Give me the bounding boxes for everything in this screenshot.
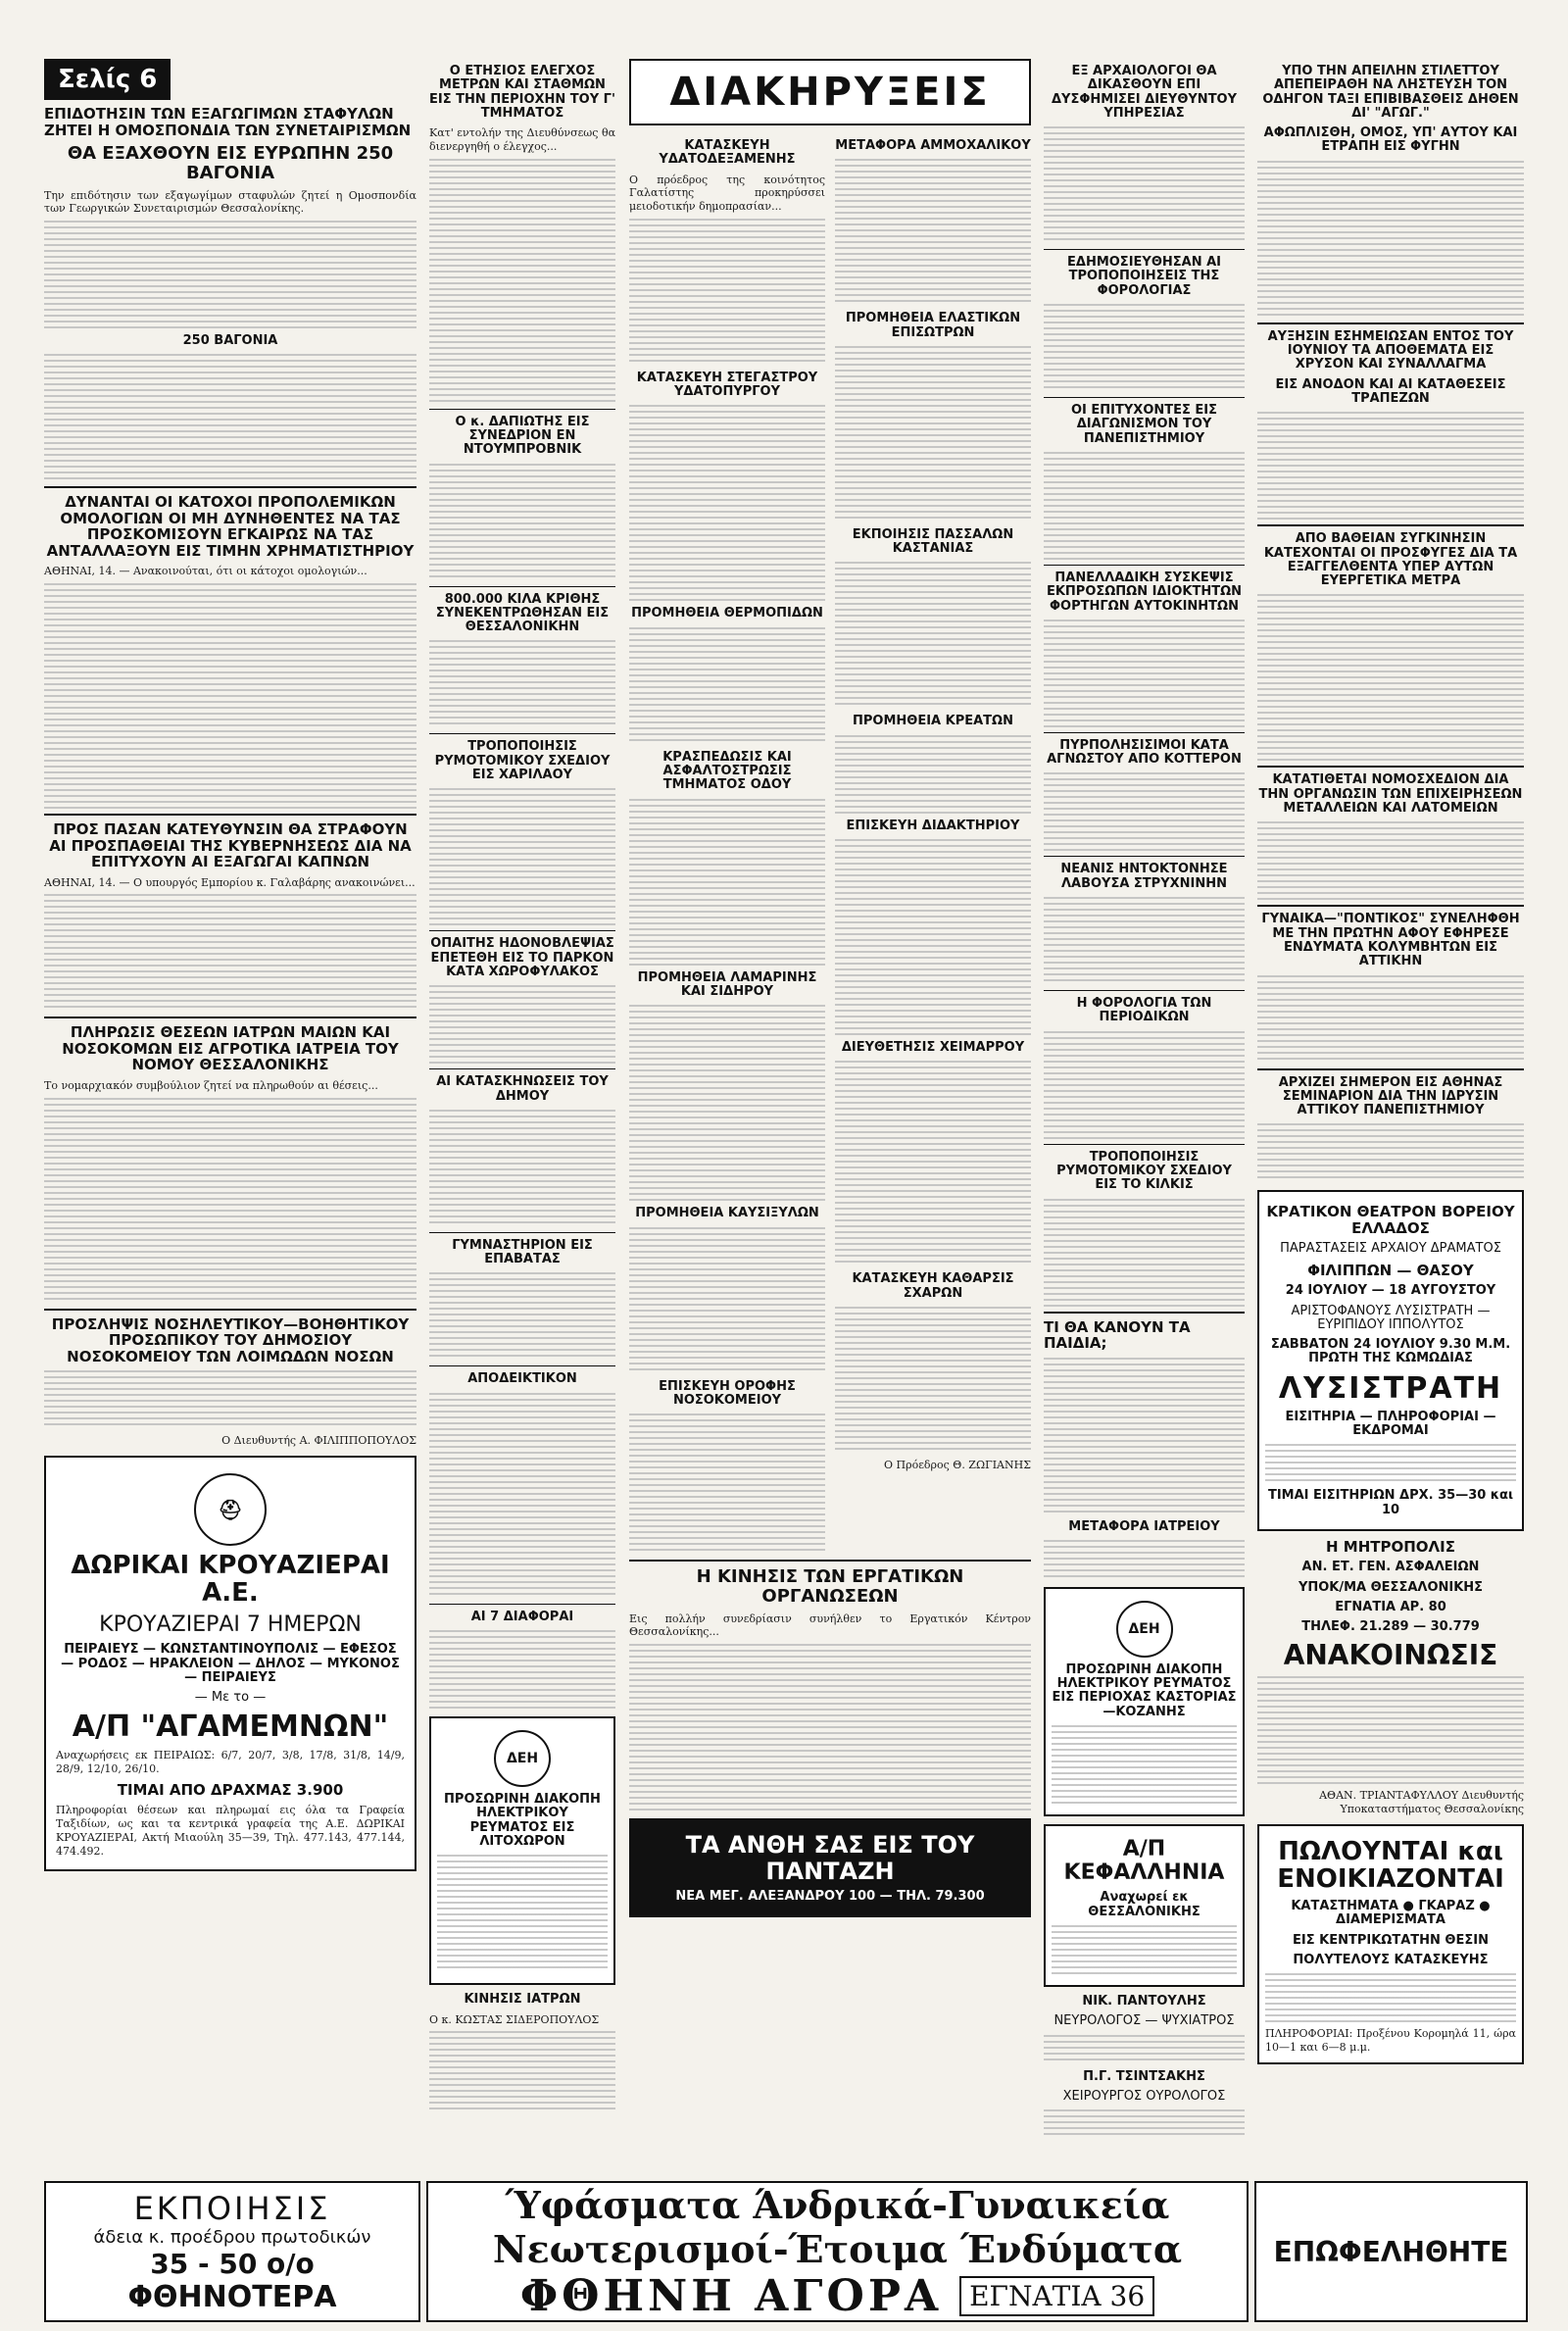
ad-plays: ΑΡΙΣΤΟΦΑΝΟΥΣ ΛΥΣΙΣΤΡΑΤΗ — ΕΥΡΙΠΙΔΟΥ ΙΠΠΟΛΥΤΟΣ (1291, 1303, 1491, 1332)
text-block (429, 1110, 615, 1227)
headline: ΕΞ ΑΡΧΑΙΟΛΟΓΟΙ ΘΑ ΔΙΚΑΣΘΟΥΝ ΕΠΙ ΔΥΣΦΗΜΙΣΕΙ ΔΙΕΥΘΥΝΤΟΥ ΥΠΗΡΕΣΙΑΣ (1051, 64, 1238, 121)
ad-bottom-benefit (1254, 2181, 1528, 2322)
headline: Η ΚΙΝΗΣΙΣ ΤΩΝ ΕΡΓΑΤΙΚΩΝ ΟΡΓΑΝΩΣΕΩΝ (696, 1566, 964, 1607)
notice-heading: ΠΡΟΜΗΘΕΙΑ ΕΛΑΣΤΙΚΩΝ ΕΠΙΣΩΤΡΩΝ (845, 311, 1021, 340)
text-block (1052, 1725, 1237, 1804)
headline: ΠΡΟΣ ΠΑΣΑΝ ΚΑΤΕΥΘΥΝΣΙΝ ΘΑ ΣΤΡΑΦΟΥΝ ΑΙ ΠΡΟΣΠΑΘΕΙΑΙ ΤΗΣ ΚΥΒΕΡΝΗΣΕΩΣ ΔΙΑ ΝΑ ΕΠΙΤΥΧΟΥΝ ΑΙ ΕΞΑΓΩΓΑΙ ΚΑΠΝΩΝ (49, 820, 412, 871)
ad-address: ΕΓΝΑΤΙΑ 36 (959, 2276, 1154, 2316)
notice-heading: ΠΡΟΜΗΘΕΙΑ ΚΑΥΣΙΞΥΛΩΝ (635, 1206, 819, 1221)
headline: ΝΕΑΝΙΣ ΗΝΤΟΚΤΟΝΗΣΕ ΛΑΒΟΥΣΑ ΣΤΡΥΧΝΙΝΗΝ (1060, 862, 1228, 891)
ad-cheaper: ΦΘΗΝΟΤΕΡΑ (127, 2279, 337, 2314)
notice-heading: ΚΑΤΑΣΚΕΥΗ ΣΤΕΓΑΣΤΡΟΥ ΥΔΑΤΟΠΥΡΓΟΥ (636, 370, 818, 400)
headline: ΕΔΗΜΟΣΙΕΥΘΗΣΑΝ ΑΙ ΤΡΟΠΟΠΟΙΗΣΕΙΣ ΤΗΣ ΦΟΡΟΛΟΓΙΑΣ (1067, 255, 1221, 298)
headline: ΓΥΜΝΑΣΤΗΡΙΟΝ ΕΙΣ ΕΠΑΒΑΤΑΣ (452, 1237, 593, 1267)
column-1 (44, 59, 416, 1879)
text-block (1044, 1031, 1245, 1139)
ad-deh-kastoria (1044, 1587, 1245, 1816)
text-block (1044, 126, 1245, 244)
ad-flowers-pantazis (629, 1818, 1031, 1917)
text-block (429, 1393, 615, 1599)
headline: ΑΠΟ ΒΑΘΕΙΑΝ ΣΥΓΚΙΝΗΣΙΝ ΚΑΤΕΧΟΝΤΑΙ ΟΙ ΠΡΟΣΦΥΓΕΣ ΔΙΑ ΤΑ ΕΞΑΓΓΕΛΘΕΝΤΑ ΥΠΕΡ ΑΥΤΩΝ ΕΥΕΡΓΕΤΙΚΑ ΜΕΤΡΑ (1263, 531, 1518, 589)
text-block (44, 894, 416, 1012)
announcement-title: ΑΝΑΚΟΙΝΩΣΙΣ (1283, 1638, 1498, 1671)
ad-discount: 35 - 50 ο/ο (150, 2247, 315, 2280)
notice-heading: ΕΠΙΣΚΕΥΗ ΔΙΔΑΚΤΗΡΙΟΥ (846, 818, 1020, 833)
text-block (1044, 2035, 1245, 2064)
ad-premiere: ΣΑΒΒΑΤΟΝ 24 ΙΟΥΛΙΟΥ 9.30 Μ.Μ. ΠΡΩΤΗ ΤΗΣ ΚΩΜΩΔΙΑΣ (1270, 1337, 1511, 1366)
headline: ΠΑΝΕΛΛΑΔΙΚΗ ΣΥΣΚΕΨΙΣ ΕΚΠΡΟΣΩΠΩΝ ΙΔΙΟΚΤΗΤΩΝ ΦΟΡΤΗΓΩΝ ΑΥΤΟΚΙΝΗΤΩΝ (1046, 570, 1243, 614)
text-block (437, 1855, 608, 1972)
text-block (44, 583, 416, 809)
headline: ΤΙ ΘΑ ΚΑΝΟΥΝ ΤΑ ΠΑΙΔΙΑ; (1044, 1317, 1191, 1353)
text-block (1044, 897, 1245, 985)
headline: Ο κ. ΔΑΠΙΩΤΗΣ ΕΙΣ ΣΥΝΕΔΡΙΟΝ ΕΝ ΝΤΟΥΜΠΡΟΒΝΙΚ (455, 414, 590, 458)
headline: ΔΥΝΑΝΤΑΙ ΟΙ ΚΑΤΟΧΟΙ ΠΡΟΠΟΛΕΜΙΚΩΝ ΟΜΟΛΟΓΙΩΝ ΟΙ ΜΗ ΔΥΝΗΘΕΝΤΕΣ ΝΑ ΤΑΣ ΠΡΟΣΚΟΜΙΣΟΥΝ ΕΓΚΑΙΡΩΣ ΝΑ ΤΑΣ ΑΝΤΑΛΛΑΞΟΥΝ ΕΙΣ ΤΙΜΗΝ ΧΡΗΜΑΤΙΣΤΗΡΙΟΥ (46, 493, 415, 560)
text-block (629, 405, 825, 601)
ad-dates: Αναχωρήσεις εκ ΠΕΙΡΑΙΩΣ: 6/7, 20/7, 3/8, 17/8, 31/8, 14/9, 28/9, 12/10, 26/10. (56, 1749, 405, 1776)
article-text: Εις πολλήν συνεδρίασιν συνήλθεν το Εργατικόν Κέντρον Θεσσαλονίκης... (629, 1612, 1031, 1639)
headline: ΕΙΣ ΑΝΟΔΟΝ ΚΑΙ ΑΙ ΚΑΤΑΘΕΣΕΙΣ ΤΡΑΠΕΖΩΝ (1275, 376, 1506, 406)
ad-prices: ΤΙΜΑΙ ΕΙΣΙΤΗΡΙΩΝ ΔΡΧ. 35—30 και 10 (1267, 1488, 1514, 1517)
ad-real-estate (1257, 1824, 1524, 2064)
banner-title: ΔΙΑΚΗΡΥΞΕΙΣ (669, 70, 991, 115)
text-block (429, 985, 615, 1064)
article-text: ΑΘΗΝΑΙ, 14. — Ο υπουργός Εμπορίου κ. Γαλαβάρης ανακοινώνει... (44, 875, 416, 889)
headline: ΚΙΝΗΣΙΣ ΙΑΤΡΩΝ (464, 1992, 581, 2008)
text-block (1257, 975, 1524, 1064)
insurer-name: Η ΜΗΤΡΟΠΟΛΙΣ (1326, 1537, 1455, 1556)
ad-heading: ΠΡΟΣΩΡΙΝΗ ΔΙΑΚΟΠΗ ΗΛΕΚΤΡΙΚΟΥ ΡΕΥΜΑΤΟΣ ΕΙΣ ΠΕΡΙΟΧΑΣ ΚΑΣΤΟΡΙΑΣ—ΚΟΖΑΝΗΣ (1052, 1661, 1237, 1719)
signature: Ο Πρόεδρος Θ. ΖΩΓΙΑΝΗΣ (884, 1458, 1031, 1471)
headline: ΥΠΟ ΤΗΝ ΑΠΕΙΛΗΝ ΣΤΙΛΕΤΤΟΥ ΑΠΕΠΕΙΡΑΘΗ ΝΑ ΛΗΣΤΕΥΣΗ ΤΟΝ ΟΔΗΓΟΝ ΤΑΞΙ ΕΠΙΒΙΒΑΣΘΕΙΣ ΔΗΘΕΝ ΔΙ' "ΑΓΩΓ." (1262, 64, 1519, 121)
column-4 (1044, 59, 1245, 2144)
text-block (1044, 304, 1245, 392)
ad-title: ΤΑ ΑΝΘΗ ΣΑΣ ΕΙΣ ΤΟΥ ΠΑΝΤΑΖΗ (685, 1831, 975, 1885)
ad-title: ΔΩΡΙΚΑΙ ΚΡΟΥΑΖΙΕΡΑΙ Α.Ε. (71, 1550, 390, 1609)
notice-heading: ΕΚΠΟΙΗΣΙΣ ΠΑΣΣΑΛΩΝ ΚΑΣΤΑΝΙΑΣ (852, 526, 1014, 557)
text-block (1044, 620, 1245, 727)
text-block (44, 221, 416, 328)
ad-doctor-name: ΝΙΚ. ΠΑΝΤΟΥΛΗΣ (1082, 1993, 1206, 2009)
headline: Ο ΕΤΗΣΙΟΣ ΕΛΕΓΧΟΣ ΜΕΤΡΩΝ ΚΑΙ ΣΤΑΘΜΩΝ ΕΙΣ ΤΗΝ ΠΕΡΙΟΧΗΝ ΤΟΥ Γ' ΤΜΗΜΑΤΟΣ (429, 64, 615, 121)
notice-heading: ΚΑΤΑΣΚΕΥΗ ΚΑΘΑΡΣΙΣ ΣΧΑΡΩΝ (852, 1271, 1014, 1301)
deh-logo-icon: ΔΕΗ (494, 1730, 551, 1787)
notice-heading: ΠΡΟΜΗΘΕΙΑ ΛΑΜΑΡΙΝΗΣ ΚΑΙ ΣΙΔΗΡΟΥ (637, 969, 817, 999)
ad-title: ΕΚΠΟΙΗΣΙΣ (133, 2189, 331, 2227)
text-block (835, 346, 1031, 522)
signature: ΑΘΑΝ. ΤΡΙΑΝΤΑΦΥΛΛΟΥ Διευθυντής Υποκαταστήματος Θεσσαλονίκης (1319, 1789, 1524, 1816)
ad-doctor-name: Π.Γ. ΤΣΙΝΤΣΑΚΗΣ (1083, 2068, 1205, 2084)
text-block (835, 159, 1031, 306)
text-block (429, 1272, 615, 1361)
headline: ΑΡΧΙΖΕΙ ΣΗΜΕΡΟΝ ΕΙΣ ΑΘΗΝΑΣ ΣΕΜΙΝΑΡΙΟΝ ΔΙΑ ΤΗΝ ΙΔΡΥΣΙΝ ΑΤΤΙΚΟΥ ΠΑΝΕΠΙΣΤΗΜΙΟΥ (1278, 1074, 1503, 1118)
text-block (429, 2031, 615, 2109)
ad-with: — Με το — (194, 1690, 267, 1706)
headline: ΕΠΙΔΟΤΗΣΙΝ ΤΩΝ ΕΞΑΓΩΓΙΜΩΝ ΣΤΑΦΥΛΩΝ ΖΗΤΕΙ Η ΟΜΟΣΠΟΝΔΙΑ ΤΩΝ ΣΥΝΕΤΑΙΡΙΣΜΩΝ (44, 105, 412, 139)
ad-line: Νεωτερισμοί-Έτοιμα Ένδύματα (492, 2226, 1183, 2271)
article-text: ΑΘΗΝΑΙ, 14. — Ανακοινούται, ότι οι κάτοχοι ομολογιών... (44, 565, 368, 578)
article-text: Ο κ. ΚΩΣΤΑΣ ΣΙΔΕΡΟΠΟΥΛΟΣ (429, 2012, 600, 2026)
announcements-banner (629, 59, 1031, 125)
text-block (835, 735, 1031, 814)
ad-title: ΚΡΑΤΙΚΟΝ ΘΕΑΤΡΟΝ ΒΟΡΕΙΟΥ ΕΛΛΑΔΟΣ (1266, 1203, 1515, 1237)
insurer-line: ΕΓΝΑΤΙΑ ΑΡ. 80 (1335, 1599, 1446, 1614)
ad-state-theatre (1257, 1190, 1524, 1530)
ad-deh-litochoro (429, 1716, 615, 1985)
insurer-line: ΑΝ. ΕΤ. ΓΕΝ. ΑΣΦΑΛΕΙΩΝ (1301, 1560, 1480, 1575)
text-block (1257, 1123, 1524, 1182)
ad-address: ΝΕΑ ΜΕΓ. ΑΛΕΞΑΝΔΡΟΥ 100 — ΤΗΛ. 79.300 (675, 1888, 985, 1904)
text-block (1052, 1925, 1237, 1974)
ad-doctor-title: ΝΕΥΡΟΛΟΓΟΣ — ΨΥΧΙΑΤΡΟΣ (1054, 2013, 1235, 2029)
page-number-badge: Σελίς 6 (44, 59, 171, 100)
ad-route: ΠΕΙΡΑΙΕΥΣ — ΚΩΝΣΤΑΝΤΙΝΟΥΠΟΛΙΣ — ΕΦΕΣΟΣ — ΡΟΔΟΣ — ΗΡΑΚΛΕΙΟΝ — ΔΗΛΟΣ — ΜΥΚΟΝΟΣ — ΠΕΙΡΑΙΕΥΣ (61, 1642, 400, 1685)
ad-heading: ΠΡΟΣΩΡΙΝΗ ΔΙΑΚΟΠΗ ΗΛΕΚΤΡΙΚΟΥ ΡΕΥΜΑΤΟΣ ΕΙΣ ΛΙΤΟΧΩΡΟΝ (444, 1792, 601, 1849)
text-block (1044, 1540, 1245, 1579)
text-block (1044, 772, 1245, 851)
ad-play-title: ΛΥΣΙΣΤΡΑΤΗ (1278, 1370, 1503, 1406)
ad-dates: 24 ΙΟΥΛΙΟΥ — 18 ΑΥΓΟΥΣΤΟΥ (1285, 1283, 1496, 1299)
text-block (629, 1644, 1031, 1810)
helmet-logo-icon: ⛑ (194, 1473, 267, 1546)
notice-heading: ΕΠΙΣΚΕΥΗ ΟΡΟΦΗΣ ΝΟΣΟΚΟΜΕΙΟΥ (659, 1378, 796, 1408)
text-block (429, 788, 615, 925)
ad-line: ΚΑΤΑΣΤΗΜΑΤΑ ● ΓΚΑΡΑΖ ● ΔΙΑΜΕΡΙΣΜΑΤΑ (1291, 1899, 1491, 1928)
ad-subtitle: ΚΡΟΥΑΖΙΕΡΑΙ 7 ΗΜΕΡΩΝ (99, 1612, 362, 1638)
text-block (1257, 594, 1524, 761)
ad-line: Ύφάσματα Άνδρικά-Γυναικεία (505, 2182, 1170, 2227)
notice-heading: ΠΡΟΜΗΘΕΙΑ ΚΡΕΑΤΩΝ (853, 714, 1013, 729)
text-block (44, 1098, 416, 1304)
text-block (1044, 1358, 1245, 1514)
text-block (44, 1370, 416, 1429)
headline: ΜΕΤΑΦΟΡΑ ΙΑΤΡΕΙΟΥ (1068, 1518, 1220, 1534)
notice-heading: ΚΡΑΣΠΕΔΩΣΙΣ ΚΑΙ ΑΣΦΑΛΤΟΣΤΡΩΣΙΣ ΤΜΗΜΑΤΟΣ ΟΔΟΥ (662, 749, 792, 793)
text-block (1257, 161, 1524, 318)
headline: ΑΙ ΚΑΤΑΣΚΗΝΩΣΕΙΣ ΤΟΥ ΔΗΜΟΥ (436, 1074, 609, 1104)
headline: ΑΙ 7 ΔΙΑΦΟΡΑΙ (470, 1609, 574, 1624)
headline: ΑΦΩΠΛΙΣΘΗ, ΟΜΟΣ, ΥΠ' ΑΥΤΟΥ ΚΑΙ ΕΤΡΑΠΗ ΕΙΣ ΦΥΓΗΝ (1263, 125, 1518, 155)
notice-heading: ΠΡΟΜΗΘΕΙΑ ΘΕΡΜΟΠΙΔΩΝ (631, 606, 823, 621)
ad-price: ΤΙΜΑΙ ΑΠΟ ΔΡΑΧΜΑΣ 3.900 (117, 1780, 344, 1799)
text-block (629, 627, 825, 745)
text-block (629, 799, 825, 966)
ad-bottom-sale (44, 2181, 420, 2322)
subheading: 250 ΒΑΓΟΝΙΑ (182, 333, 278, 349)
signature: Ο Διευθυντής Α. ΦΙΛΙΠΠΟΠΟΥΛΟΣ (221, 1434, 416, 1448)
ad-subtitle: Αναχωρεί εκ ΘΕΣΣΑΛΟΝΙΚΗΣ (1088, 1890, 1200, 1919)
headline: ΑΠΟΔΕΙΚΤΙΚΟΝ (467, 1371, 577, 1387)
text-block (835, 1307, 1031, 1454)
text-block (1265, 1973, 1516, 2022)
notice-heading: ΜΕΤΑΦΟΡΑ ΑΜΜΟΧΑΛΙΚΟΥ (835, 138, 1031, 153)
article-text: Ο πρόεδρος της κοινότητος Γαλατίστης προκηρύσσει μειοδοτικήν δημοπρασίαν... (629, 173, 825, 214)
text-block (1044, 452, 1245, 560)
text-block (429, 640, 615, 728)
ad-tickets: ΕΙΣΙΤΗΡΙΑ — ΠΛΗΡΟΦΟΡΙΑΙ — ΕΚΔΡΟΜΑΙ (1285, 1409, 1496, 1438)
ad-title: ΦΘΗΝΗ ΑΓΟΡΑ (519, 2270, 943, 2321)
headline: ΟΙ ΕΠΙΤΥΧΟΝΤΕΣ ΕΙΣ ΔΙΑΓΩΝΙΣΜΟΝ ΤΟΥ ΠΑΝΕΠΙΣΤΗΜΙΟΥ (1071, 403, 1217, 446)
deh-logo-icon: ΔΕΗ (1116, 1601, 1173, 1658)
headline: 800.000 ΚΙΛΑ ΚΡΙΘΗΣ ΣΥΝΕΚΕΝΤΡΩΘΗΣΑΝ ΕΙΣ ΘΕΣΣΑΛΟΝΙΚΗΝ (435, 591, 610, 635)
text-block (835, 1061, 1031, 1266)
article-text: Την επιδότησιν των εξαγωγίμων σταφυλών ζητεί η Ομοσπονδία των Γεωργικών Συνεταιρισμών Θεσσαλονίκης. (44, 188, 416, 216)
article-text: Κατ' εντολήν της Διευθύνσεως θα διενεργηθή ο έλεγχος... (429, 126, 615, 153)
headline: Η ΦΟΡΟΛΟΓΙΑ ΤΩΝ ΠΕΡΙΟΔΙΚΩΝ (1076, 996, 1212, 1025)
headline: ΤΡΟΠΟΠΟΙΗΣΙΣ ΡΥΜΟΤΟΜΙΚΟΥ ΣΧΕΔΙΟΥ ΕΙΣ ΤΟ ΚΙΛΚΙΣ (1056, 1149, 1232, 1193)
ad-line: ΦΙΛΙΠΠΩΝ — ΘΑΣΟΥ (1307, 1261, 1474, 1279)
headline: ΠΛΗΡΩΣΙΣ ΘΕΣΕΩΝ ΙΑΤΡΩΝ ΜΑΙΩΝ ΚΑΙ ΝΟΣΟΚΟΜΩΝ ΕΙΣ ΑΓΡΟΤΙΚΑ ΙΑΤΡΕΙΑ ΤΟΥ ΝΟΜΟΥ ΘΕΣΣΑΛΟΝΙΚΗΣ (62, 1023, 399, 1074)
ad-doctor-title: ΧΕΙΡΟΥΡΓΟΣ ΟΥΡΟΛΟΓΟΣ (1062, 2088, 1226, 2104)
headline: ΚΑΤΑΤΙΘΕΤΑΙ ΝΟΜΟΣΧΕΔΙΟΝ ΔΙΑ ΤΗΝ ΟΡΓΑΝΩΣΙΝ ΤΩΝ ΕΠΙΧΕΙΡΗΣΕΩΝ ΜΕΤΑΛΛΕΙΩΝ ΚΑΙ ΛΑΤΟΜΕΙΩΝ (1258, 772, 1523, 817)
ad-title: Α/Π ΚΕΦΑΛΛΗΝΙΑ (1063, 1837, 1225, 1886)
text-block (1265, 1444, 1516, 1483)
headline: ΠΥΡΠΟΛΗΣΙΣΙΜΟΙ ΚΑΤΑ ΑΓΝΩΣΤΟΥ ΑΠΟ ΚΟΤΤΕΡΟΝ (1047, 737, 1242, 768)
text-block (629, 1005, 825, 1201)
text-block (629, 1227, 825, 1374)
column-3 (629, 59, 1031, 1925)
ad-doric-cruises (44, 1456, 416, 1872)
text-block (629, 219, 825, 366)
ad-bottom-fabrics (426, 2181, 1249, 2322)
text-block (429, 1630, 615, 1709)
text-block (429, 159, 615, 404)
insurer-phone: ΤΗΛΕΦ. 21.289 — 30.779 (1301, 1619, 1480, 1635)
text-block (835, 562, 1031, 709)
notice-heading: ΔΙΕΥΘΕΤΗΣΙΣ ΧΕΙΜΑΡΡΟΥ (841, 1040, 1025, 1056)
text-block (1257, 412, 1524, 520)
ad-title: ΠΩΛΟΥΝΤΑΙ και ΕΝΟΙΚΙΑΖΟΝΤΑΙ (1277, 1836, 1504, 1895)
text-block (1257, 821, 1524, 900)
column-5 (1257, 59, 1524, 2072)
ad-line: ΠΟΛΥΤΕΛΟΥΣ ΚΑΤΑΣΚΕΥΗΣ (1293, 1952, 1489, 1967)
article-text: Το νομαρχιακόν συμβούλιον ζητεί να πληρωθούν αι θέσεις... (44, 1078, 378, 1092)
ad-line: άδεια κ. προέδρου πρωτοδικών (93, 2226, 371, 2248)
headline: ΓΥΝΑΙΚΑ—"ΠΟΝΤΙΚΟΣ" ΣΥΝΕΛΗΦΘΗ ΜΕ ΤΗΝ ΠΡΩΤΗΝ ΑΦΟΥ ΕΦΗΡΕΣΕ ΕΝΔΥΜΑΤΑ ΚΟΛΥΜΒΗΤΩΝ ΕΙΣ ΑΤΤΙΚΗΝ (1261, 912, 1520, 969)
text-block (429, 464, 615, 581)
ad-line: ΕΙΣ ΚΕΝΤΡΙΚΩΤΑΤΗΝ ΘΕΣΙΝ (1293, 1932, 1489, 1948)
headline: ΠΡΟΣΛΗΨΙΣ ΝΟΣΗΛΕΥΤΙΚΟΥ—ΒΟΗΘΗΤΙΚΟΥ ΠΡΟΣΩΠΙΚΟΥ ΤΟΥ ΔΗΜΟΣΙΟΥ ΝΟΣΟΚΟΜΕΙΟΥ ΤΩΝ ΛΟΙΜΩΔΩΝ ΝΟΣΩΝ (51, 1314, 410, 1365)
text-block (835, 839, 1031, 1035)
text-block (629, 1413, 825, 1551)
text-block (1044, 1199, 1245, 1307)
text-block (44, 354, 416, 481)
text-block (1044, 2109, 1245, 2139)
ad-ship-name: Α/Π "ΑΓΑΜΕΜΝΩΝ" (72, 1710, 389, 1745)
ad-info: Πληροφορίαι θέσεων και πληρωμαί εις όλα τα Γραφεία Ταξιδίων, ως και τα κεντρικά γραφεία της Α.Ε. ΔΩΡΙΚΑΙ ΚΡΟΥΑΖΙΕΡΑΙ, Ακτή Μιαούλη 35—39, Τηλ. 477.143, 477.144, 474.492. (56, 1804, 405, 1858)
insurer-line: ΥΠΟΚ/ΜΑ ΘΕΣΣΑΛΟΝΙΚΗΣ (1298, 1579, 1484, 1595)
ad-line: ΠΑΡΑΣΤΑΣΕΙΣ ΑΡΧΑΙΟΥ ΔΡΑΜΑΤΟΣ (1280, 1241, 1501, 1257)
notice-heading: ΚΑΤΑΣΚΕΥΗ ΥΔΑΤΟΔΕΞΑΜΕΝΗΣ (659, 138, 796, 168)
headline: ΘΑ ΕΞΑΧΘΟΥΝ ΕΙΣ ΕΥΡΩΠΗΝ 250 ΒΑΓΟΝΙΑ (67, 143, 394, 183)
ad-title: ΕΠΩΦΕΛΗΘΗΤΕ (1273, 2235, 1509, 2268)
headline: ΤΡΟΠΟΠΟΙΗΣΙΣ ΡΥΜΟΤΟΜΙΚΟΥ ΣΧΕΔΙΟΥ ΕΙΣ ΧΑΡΙΛΑΟΥ (434, 739, 611, 783)
column-2 (429, 59, 615, 2114)
headline: ΟΠΑΙΤΗΣ ΗΔΟΝΟΒΛΕΨΙΑΣ ΕΠΕΤΕΘΗ ΕΙΣ ΤΟ ΠΑΡΚΟΝ ΚΑΤΑ ΧΩΡΟΦΥΛΑΚΟΣ (430, 936, 614, 979)
ad-info: ΠΛΗΡΟΦΟΡΙΑΙ: Προξένου Κορομηλά 11, ώρα 10—1 και 6—8 μ.μ. (1265, 2027, 1516, 2054)
headline: ΑΥΞΗΣΙΝ ΕΣΗΜΕΙΩΣΑΝ ΕΝΤΟΣ ΤΟΥ ΙΟΥΝΙΟΥ ΤΑ ΑΠΟΘΕΜΑΤΑ ΕΙΣ ΧΡΥΣΟΝ ΚΑΙ ΣΥΝΑΛΛΑΓΜΑ (1267, 328, 1514, 372)
ad-kefallinia-ship (1044, 1824, 1245, 1987)
text-block (1257, 1676, 1524, 1784)
